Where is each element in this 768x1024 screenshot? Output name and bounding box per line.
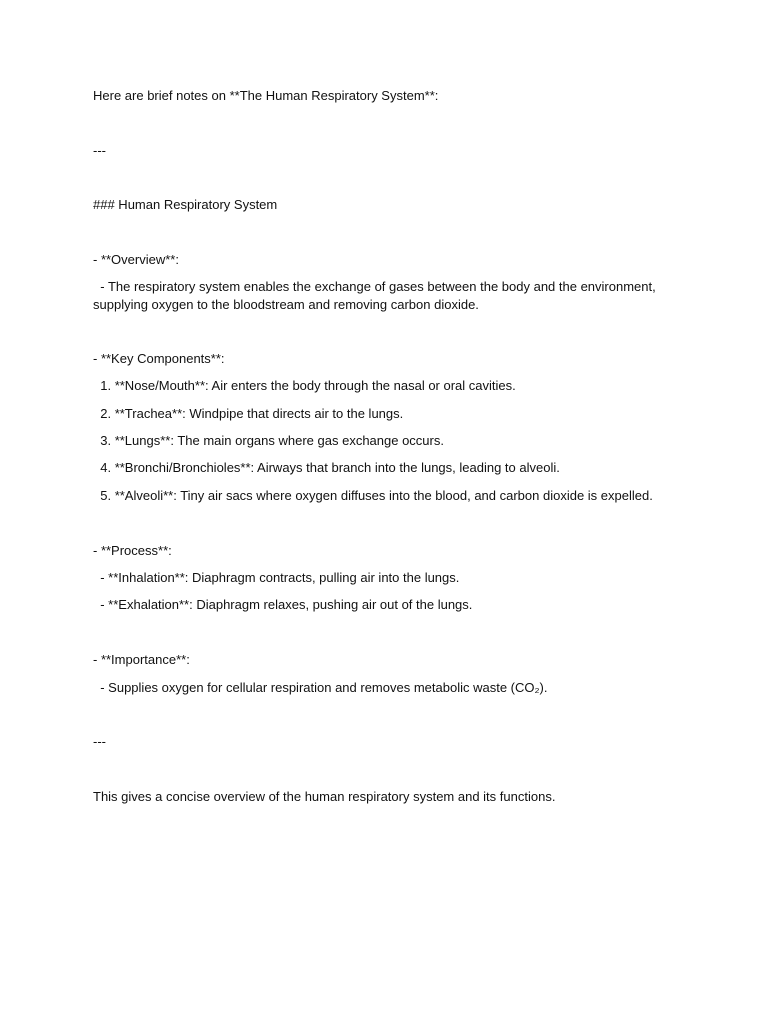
overview-text: - The respiratory system enables the exchange of gases between the body and the environment, supplying oxygen to the bloodstream and removing carbon dioxide.	[93, 279, 660, 312]
section-heading: ### Human Respiratory System	[93, 197, 278, 212]
process-item-inhalation: - **Inhalation**: Diaphragm contracts, pulling air into the lungs.	[93, 570, 460, 585]
intro-text: Here are brief notes on **The Human Respiratory System**:	[93, 88, 439, 103]
component-item-trachea: 2. **Trachea**: Windpipe that directs air to the lungs.	[93, 406, 404, 421]
closing-text: This gives a concise overview of the human respiratory system and its functions.	[93, 789, 556, 804]
separator-top: ---	[93, 143, 106, 158]
importance-text: - Supplies oxygen for cellular respiration and removes metabolic waste (CO₂).	[93, 680, 548, 695]
component-item-lungs: 3. **Lungs**: The main organs where gas exchange occurs.	[93, 433, 444, 448]
component-item-bronchi: 4. **Bronchi/Bronchioles**: Airways that branch into the lungs, leading to alveoli.	[93, 460, 560, 475]
component-item-nose-mouth: 1. **Nose/Mouth**: Air enters the body through the nasal or oral cavities.	[93, 378, 516, 393]
overview-label: - **Overview**:	[93, 252, 179, 267]
separator-bottom: ---	[93, 734, 106, 749]
components-label: - **Key Components**:	[93, 351, 225, 366]
importance-label: - **Importance**:	[93, 652, 190, 667]
component-item-alveoli: 5. **Alveoli**: Tiny air sacs where oxygen diffuses into the blood, and carbon dioxide is expelled.	[93, 488, 653, 503]
process-label: - **Process**:	[93, 543, 172, 558]
process-item-exhalation: - **Exhalation**: Diaphragm relaxes, pushing air out of the lungs.	[93, 597, 473, 612]
